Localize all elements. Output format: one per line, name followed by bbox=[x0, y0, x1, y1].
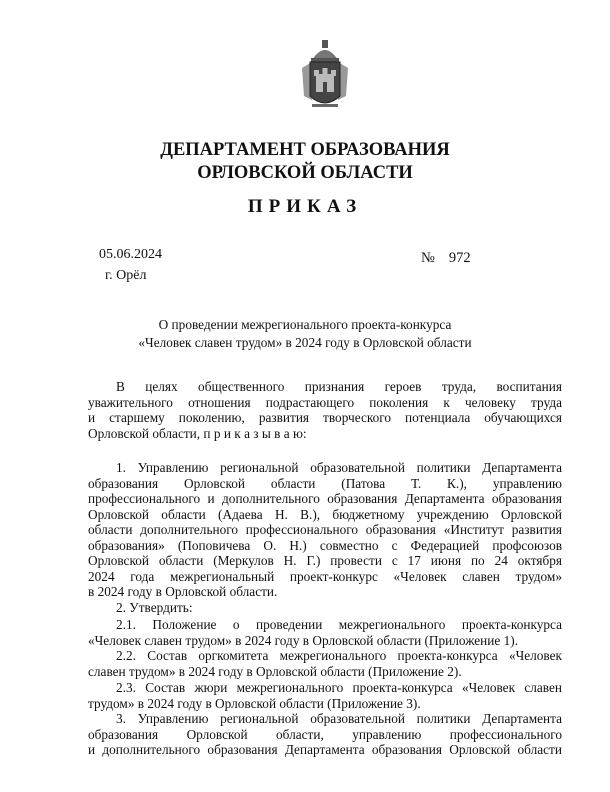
text-line: Орловской области (Адаева Н. В.), бюджетному учреждению Орловской bbox=[88, 506, 562, 522]
text-line: 1. Управлению региональной образовательной политики Департамента bbox=[116, 460, 562, 475]
text-line: образования Орловской области, управлению профессионального bbox=[88, 726, 562, 742]
text-line: трудом» в 2024 году в Орловской области (Приложение 3). bbox=[88, 695, 421, 711]
text-line: 2. Утвердить: bbox=[116, 600, 193, 615]
text-line: 3. Управлению региональной образовательной политики Департамента bbox=[116, 711, 562, 726]
document-city: г. Орёл bbox=[105, 268, 147, 283]
text-line: Орловской области (Меркулов Н. Г.) провести с 17 июня по 24 октября bbox=[88, 553, 562, 568]
text-line: 2.3. Состав жюри межрегионального проекта-конкурса «Человек славен bbox=[116, 680, 562, 695]
item-2-2-paragraph bbox=[88, 648, 562, 679]
text-line: образования» (Поповичева О. Н.) совместно с Федерацией профсоюзов bbox=[88, 537, 562, 553]
text-line: «Человек славен трудом» в 2024 году в Орловской области (Приложение 1). bbox=[88, 632, 519, 648]
text-line: Орловской области, п р и к а з ы в а ю: bbox=[88, 425, 307, 441]
document-date: 05.06.2024 bbox=[99, 247, 162, 262]
text-line: и дополнительного образования Департамента образования Орловской области bbox=[88, 742, 562, 757]
text-line: 2.1. Положение о проведении межрегионального проекта-конкурса bbox=[116, 617, 562, 632]
department-title bbox=[0, 139, 610, 185]
intro-paragraph bbox=[88, 379, 562, 441]
text-line: В целях общественного признания героев труда, воспитания bbox=[116, 379, 562, 394]
text-line: уважительного отношения подрастающего поколения к человеку труда bbox=[88, 394, 562, 410]
number-value: 972 bbox=[448, 250, 471, 266]
document-type-heading: ПРИКАЗ bbox=[247, 196, 363, 217]
item-2-3-paragraph bbox=[88, 680, 562, 711]
item-1-paragraph bbox=[88, 460, 562, 600]
department-line-2: ОРЛОВСКОЙ ОБЛАСТИ bbox=[197, 163, 413, 183]
text-line: области дополнительного профессионального образования «Институт развития bbox=[88, 522, 562, 537]
item-2-1-paragraph bbox=[88, 617, 562, 648]
text-line: в 2024 году в Орловской области. bbox=[88, 584, 278, 599]
subject-line-2: «Человек славен трудом» в 2024 году в Орловской области bbox=[138, 335, 472, 350]
item-2-paragraph bbox=[88, 600, 562, 616]
text-line: 2.2. Состав оргкомитета межрегионального проекта-конкурса «Человек bbox=[116, 648, 562, 663]
subject-line-1: О проведении межрегионального проекта-конкурса bbox=[158, 317, 452, 332]
text-line: и старшему поколению, развития творческого потенциала обучающихся bbox=[88, 410, 562, 425]
text-line: профессионального и дополнительного образования Департамента образования bbox=[88, 491, 562, 506]
department-line-1: ДЕПАРТАМЕНТ ОБРАЗОВАНИЯ bbox=[160, 140, 450, 160]
text-line: образования Орловской области (Патова Т. К.), управлению bbox=[88, 475, 562, 491]
item-3-paragraph bbox=[88, 711, 562, 758]
text-line: славен трудом» в 2024 году в Орловской области (Приложение 2). bbox=[88, 663, 462, 679]
text-line: 2024 года межрегиональный проект-конкурс «Человек славен трудом» bbox=[88, 568, 562, 584]
document-number bbox=[421, 250, 471, 267]
coat-of-arms-icon bbox=[298, 38, 352, 114]
document-subject bbox=[0, 316, 610, 352]
number-sign: № bbox=[421, 250, 435, 266]
